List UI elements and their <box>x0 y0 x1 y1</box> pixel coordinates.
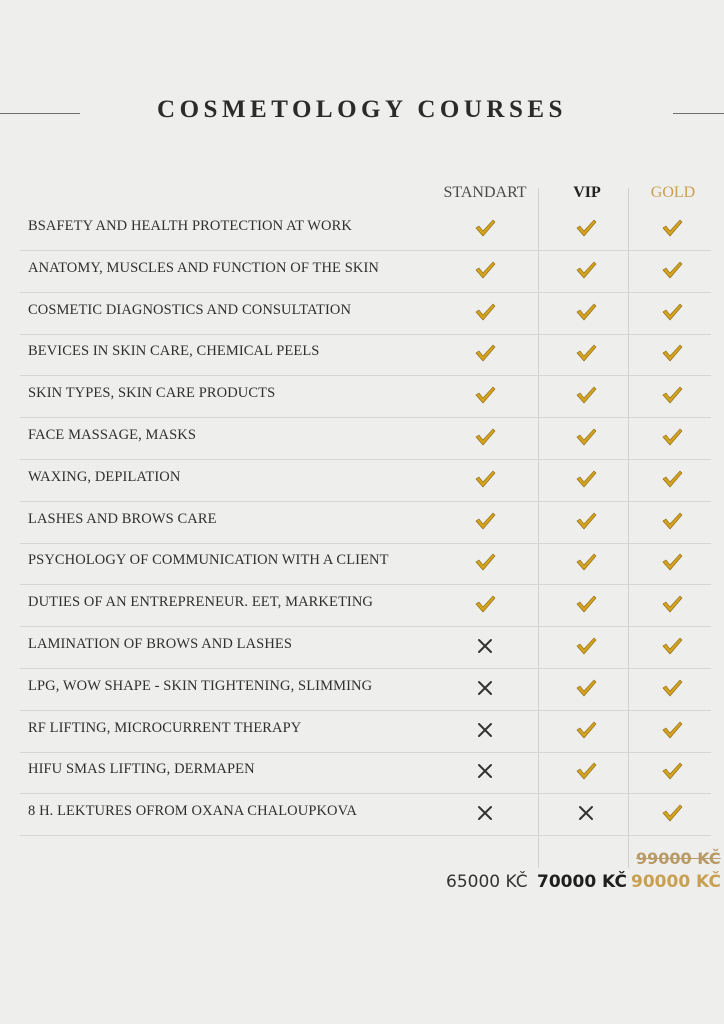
check-icon <box>661 677 683 699</box>
check-icon <box>661 719 683 741</box>
course-label: DUTIES OF AN ENTREPRENEUR. EET, MARKETING <box>28 594 373 611</box>
table-row <box>20 375 711 418</box>
course-label: LPG, WOW SHAPE - SKIN TIGHTENING, SLIMMING <box>28 677 373 694</box>
table-row <box>20 417 711 460</box>
check-icon <box>474 510 496 532</box>
table-row <box>20 292 711 335</box>
check-icon <box>661 468 683 490</box>
table-row <box>20 333 711 376</box>
cross-icon <box>474 760 496 782</box>
check-icon <box>474 342 496 364</box>
check-icon <box>474 468 496 490</box>
course-label: BSAFETY AND HEALTH PROTECTION AT WORK <box>28 218 352 234</box>
course-label: HIFU SMAS LIFTING, DERMAPEN <box>28 761 255 778</box>
check-icon <box>661 384 683 406</box>
table-row <box>20 459 711 502</box>
check-icon <box>474 384 496 406</box>
check-icon <box>575 342 597 364</box>
table-row <box>20 626 711 669</box>
course-label: FACE MASSAGE, MASKS <box>28 427 197 443</box>
check-icon <box>575 510 597 532</box>
check-icon <box>661 760 683 782</box>
course-label: PSYCHOLOGY OF COMMUNICATION WITH A CLIENT <box>28 552 389 569</box>
column-header-vip: VIP <box>573 184 601 201</box>
check-icon <box>575 384 597 406</box>
price-vip: 70000 KČ <box>537 872 627 892</box>
table-row <box>20 584 711 627</box>
check-icon <box>661 593 683 615</box>
course-label: BEVICES IN SKIN CARE, CHEMICAL PEELS <box>28 343 320 360</box>
check-icon <box>661 551 683 573</box>
check-icon <box>661 301 683 323</box>
page-title: COSMETOLOGY COURSES <box>157 96 567 123</box>
table-row <box>20 542 711 585</box>
cross-icon <box>575 802 597 824</box>
course-label: WAXING, DEPILATION <box>28 468 181 485</box>
check-icon <box>575 719 597 741</box>
cross-icon <box>474 802 496 824</box>
check-icon <box>661 802 683 824</box>
check-icon <box>661 217 683 239</box>
check-icon <box>661 426 683 448</box>
check-icon <box>575 593 597 615</box>
check-icon <box>575 426 597 448</box>
check-icon <box>474 217 496 239</box>
price-gold-old: 99000 KČ <box>636 849 721 868</box>
check-icon <box>474 259 496 281</box>
check-icon <box>474 551 496 573</box>
course-label: LAMINATION OF BROWS AND LASHES <box>28 636 293 652</box>
check-icon <box>575 551 597 573</box>
check-icon <box>575 760 597 782</box>
table-row <box>20 208 711 251</box>
check-icon <box>661 635 683 657</box>
course-label: COSMETIC DIAGNOSTICS AND CONSULTATION <box>28 301 352 318</box>
column-header-gold: GOLD <box>650 184 696 201</box>
price-standart: 65000 KČ <box>446 872 528 892</box>
check-icon <box>474 426 496 448</box>
course-label: SKIN TYPES, SKIN CARE PRODUCTS <box>28 385 276 402</box>
course-label: LASHES AND BROWS CARE <box>28 510 217 527</box>
check-icon <box>575 468 597 490</box>
cross-icon <box>474 677 496 699</box>
course-label: 8 H. LEKTURES OFROM OXANA CHALOUPKOVA <box>28 803 357 820</box>
check-icon <box>661 342 683 364</box>
cross-icon <box>474 719 496 741</box>
cross-icon <box>474 635 496 657</box>
table-row <box>20 793 711 836</box>
check-icon <box>474 301 496 323</box>
price-gold: 90000 KČ <box>631 872 721 892</box>
table-row <box>20 668 711 711</box>
check-icon <box>474 593 496 615</box>
course-label: ANATOMY, MUSCLES AND FUNCTION OF THE SKIN <box>28 259 379 276</box>
check-icon <box>661 510 683 532</box>
check-icon <box>575 677 597 699</box>
table-row <box>20 250 711 293</box>
check-icon <box>575 301 597 323</box>
column-header-standart: STANDART <box>443 184 527 201</box>
check-icon <box>575 217 597 239</box>
check-icon <box>575 635 597 657</box>
table-row <box>20 710 711 753</box>
table-row <box>20 501 711 544</box>
table-row <box>20 751 711 794</box>
check-icon <box>661 259 683 281</box>
course-label: RF LIFTING, MICROCURRENT THERAPY <box>28 719 302 736</box>
check-icon <box>575 259 597 281</box>
